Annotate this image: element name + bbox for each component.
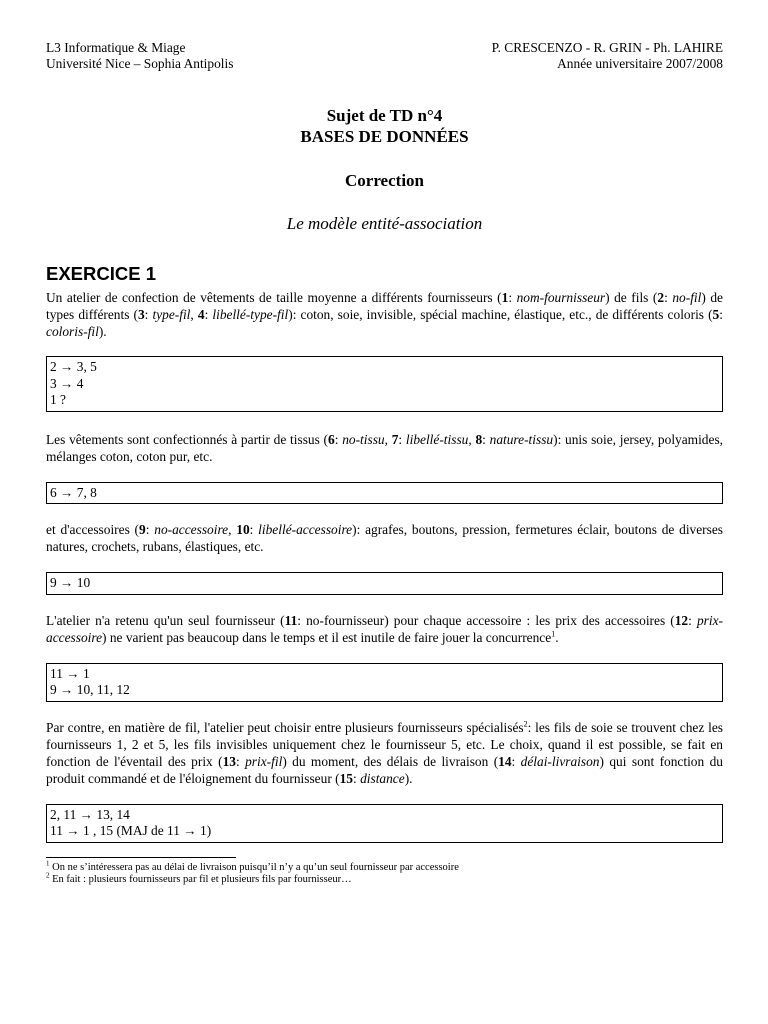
dependency-box-2: 6 → 7, 8: [46, 482, 723, 505]
footnote-ref-1: 1: [551, 629, 556, 639]
header-course: L3 Informatique & Miage: [46, 40, 186, 55]
header-authors: P. CRESCENZO - R. GRIN - Ph. LAHIRE: [491, 40, 723, 55]
dependency-box-1: 2 → 3, 5 3 → 4 1 ?: [46, 356, 723, 412]
dependency-box-5: 2, 11 → 13, 14 11 → 1 , 15 (MAJ de 11 → 1): [46, 804, 723, 843]
exercise-title: EXERCICE 1: [46, 263, 157, 284]
footnote-separator: [46, 857, 236, 858]
dependency-box-3: 9 → 10: [46, 572, 723, 595]
header-right: [492, 40, 723, 72]
title-block: [46, 105, 723, 147]
header-year: Année universitaire 2007/2008: [557, 56, 723, 71]
paragraph-3: et d'accessoires (9: no-accessoire, 10: libellé-accessoire): agrafes, boutons, pression, fermetures éclair, boutons de diverses natures, crochets, rubans, élastiques, etc.: [46, 522, 724, 554]
paragraph-4: L'atelier n'a retenu qu'un seul fournisseur (11: no-fournisseur) pour chaque accessoire : les prix des accessoires (12: prix-accessoire) ne varient pas beaucoup dans le temps et il est inutile de faire jouer la concurrence$^1$.: [46, 612, 723, 645]
title-subject: BASES DE DONNÉES: [300, 127, 469, 146]
title-td: Sujet de TD n°4: [326, 106, 443, 125]
title-subtitle: Le modèle entité-association: [286, 214, 483, 233]
dependency-box-4: 11 → 1 9 → 10, 11, 12: [46, 663, 723, 702]
paragraph-1: Un atelier de confection de vêtements de taille moyenne a différents fournisseurs (1: nom-fournisseur) de fils (2: no-fil) de types différents (3: type-fil, 4: libellé-type-fil): coton, soie, invisible, spécial machine, élastique, etc., de différents coloris (5: coloris-fil).: [46, 290, 723, 339]
title-correction: Correction: [345, 171, 424, 190]
footnote-1: $^1$ On ne s’intéressera pas au délai de livraison puisqu’il n’y a qu’un seul fournisseur par accessoire: [46, 859, 459, 873]
document-page: [46, 40, 723, 886]
header-left: [46, 40, 233, 72]
footnote-2: $^2$ En fait : plusieurs fournisseurs par fil et plusieurs fils par fournisseur…: [46, 871, 352, 885]
paragraph-5: Par contre, en matière de fil, l'atelier peut choisir entre plusieurs fournisseurs spécialisés$^2$: les fils de soie se trouvent chez les fournisseurs 1, 2 et 5, les fils invisibles uniquement chez le fournisseur 5, etc. Le choix, quand il est possible, se fait en fonction de l'éventail des prix (13: prix-fil) du moment, des délais de livraison (14: délai-livraison) qui sont fonction du produit commandé et de l'éloignement du fournisseur (15: distance).: [46, 719, 723, 786]
footnote-ref-2: 2: [523, 719, 528, 729]
header-university: Université Nice – Sophia Antipolis: [46, 56, 234, 71]
page-header: [46, 40, 723, 72]
paragraph-2: Les vêtements sont confectionnés à partir de tissus (6: no-tissu, 7: libellé-tissu, 8: nature-tissu): unis soie, jersey, polyamides, mélanges coton, coton pur, etc.: [46, 431, 724, 464]
